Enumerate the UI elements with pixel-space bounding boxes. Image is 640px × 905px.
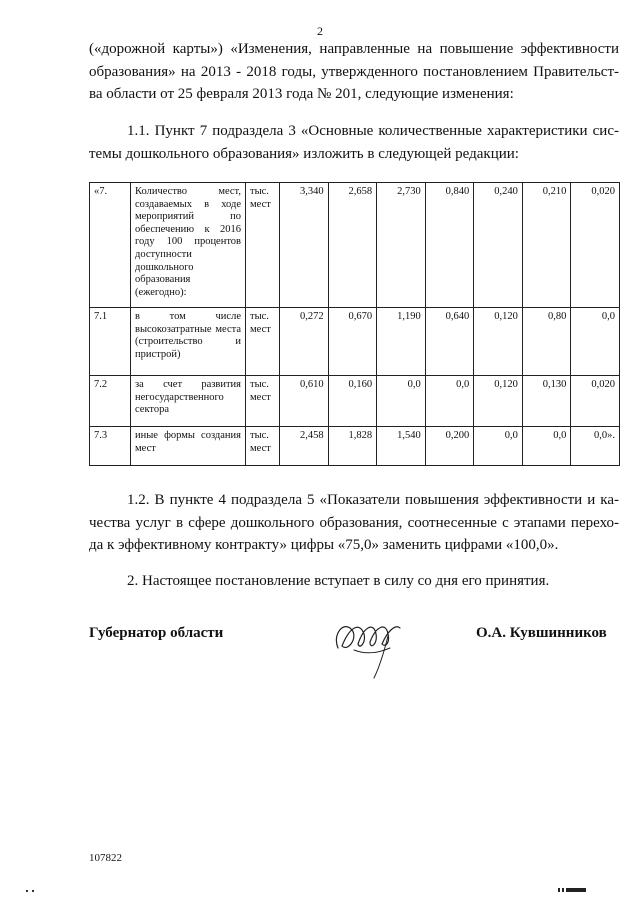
value-cell: 0,130 <box>522 376 571 427</box>
value-cell: 0,80 <box>522 308 571 376</box>
row-name: в том числе высокозатратные места (строительство и пристрой) <box>131 308 246 376</box>
row-number: 7.3 <box>90 427 131 466</box>
signatory-name: О.А. Кувшинников <box>476 625 607 641</box>
table-row <box>90 183 620 308</box>
row-number: 7.2 <box>90 376 131 427</box>
value-cell: 0,670 <box>328 308 377 376</box>
value-cell: 3,340 <box>280 183 329 308</box>
value-cell: 0,610 <box>280 376 329 427</box>
table-row <box>90 376 620 427</box>
scan-artifact-mark <box>558 886 598 894</box>
value-cell: 2,458 <box>280 427 329 466</box>
clause-2 <box>89 570 619 593</box>
document-code: 107822 <box>89 852 122 864</box>
value-cell: 0,640 <box>425 308 474 376</box>
text-line: 1.2. В пункте 4 подраздела 5 «Показатели повышения эффективности и ка- <box>127 492 619 508</box>
text-line: темы дошкольного образования» изложить в следующей редакции: <box>89 145 519 162</box>
value-cell: 0,200 <box>425 427 474 466</box>
text-line: чества услуг в сфере дошкольного образования, соотнесенные с этапами перехо- <box>89 514 619 531</box>
text-line: («дорожной карты») «Изменения, направленные на повышение эффективности <box>89 41 619 57</box>
value-cell: 0,210 <box>522 183 571 308</box>
row-unit: тыс. мест <box>246 376 280 427</box>
page-number: 2 <box>317 24 323 38</box>
row-number: 7.1 <box>90 308 131 376</box>
row-name: Количество мест, создаваемых в ходе мероприятий по обеспечению к 2016 году 100 процентов доступности дошкольного образования (ежегодно): <box>131 183 246 308</box>
value-cell: 0,120 <box>474 376 523 427</box>
value-cell: 0,240 <box>474 183 523 308</box>
value-cell: 0,0 <box>377 376 426 427</box>
value-cell: 2,730 <box>377 183 426 308</box>
value-cell: 0,0 <box>571 308 620 376</box>
row-name: за счет развития негосударственного сектора <box>131 376 246 427</box>
value-cell: 0,0 <box>474 427 523 466</box>
intro-paragraph <box>89 38 619 106</box>
handwritten-signature <box>330 604 410 684</box>
row-name: иные формы создания мест <box>131 427 246 466</box>
text-line: 1.1. Пункт 7 подраздела 3 «Основные количественные характеристики сис- <box>127 123 619 139</box>
text-line: ва области от 25 февраля 2013 года № 201, следующие изменения: <box>89 86 514 102</box>
text-line: да к эффективному контракту» цифры «75,0» заменить цифрами «100,0». <box>89 537 559 553</box>
row-unit: тыс. мест <box>246 308 280 376</box>
value-cell: 2,658 <box>328 183 377 308</box>
value-cell: 0,020 <box>571 376 620 427</box>
characteristics-table <box>89 182 620 466</box>
text-line: 2. Настоящее постановление вступает в силу со дня его принятия. <box>127 573 550 589</box>
value-cell: 0,120 <box>474 308 523 376</box>
row-unit: тыс. мест <box>246 183 280 308</box>
value-cell: 1,828 <box>328 427 377 466</box>
value-cell: 0,840 <box>425 183 474 308</box>
row-unit: тыс. мест <box>246 427 280 466</box>
value-cell: 1,190 <box>377 308 426 376</box>
scan-artifact-mark <box>26 889 40 893</box>
signatory-title: Губернатор области <box>89 625 224 641</box>
text-line: образования» на 2013 - 2018 годы, утвержденного постановлением Правительст- <box>89 63 619 80</box>
value-cell: 0,0». <box>571 427 620 466</box>
value-cell: 0,0 <box>425 376 474 427</box>
value-cell: 1,540 <box>377 427 426 466</box>
table-row <box>90 427 620 466</box>
value-cell: 0,0 <box>522 427 571 466</box>
row-number: «7. <box>90 183 131 308</box>
value-cell: 0,020 <box>571 183 620 308</box>
clause-1-2 <box>89 489 619 557</box>
table-row <box>90 308 620 376</box>
value-cell: 0,272 <box>280 308 329 376</box>
clause-1-1 <box>89 120 619 165</box>
value-cell: 0,160 <box>328 376 377 427</box>
